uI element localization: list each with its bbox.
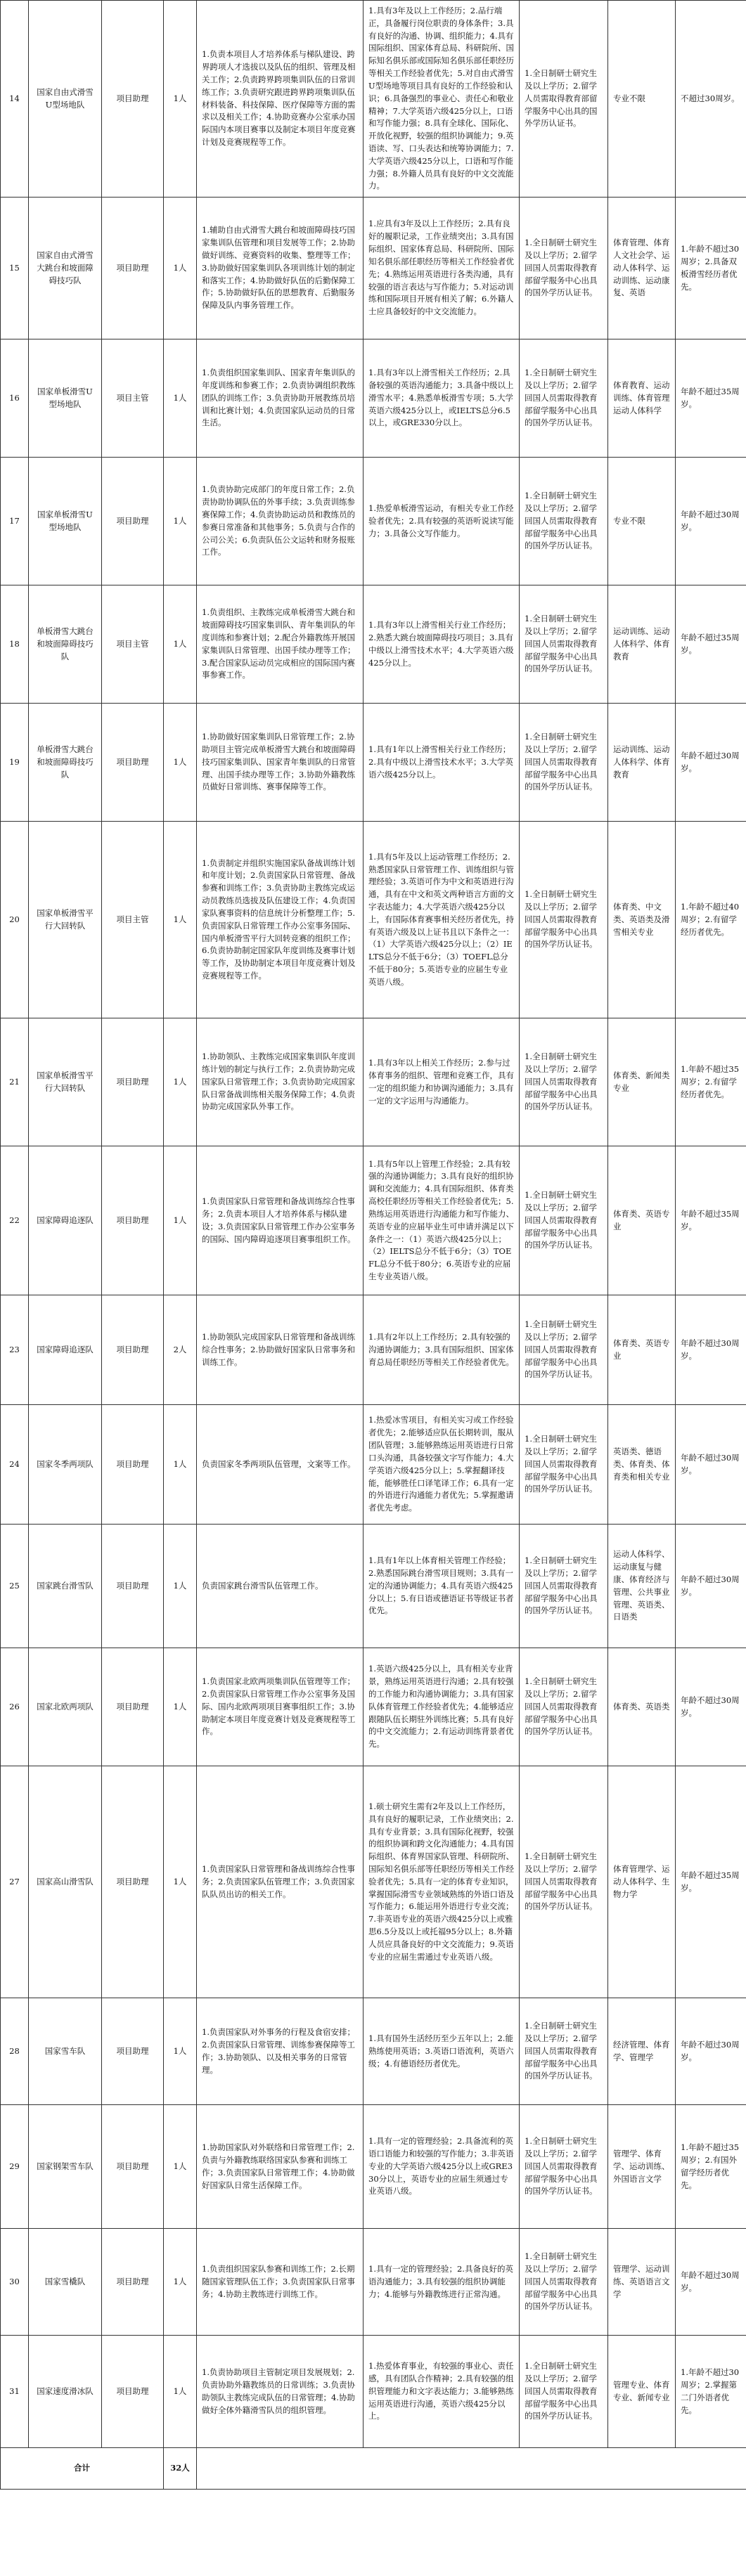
- major-requirement: 体育管理学、运动人体科学、生物力学: [608, 1766, 676, 1998]
- row-number: 21: [1, 1018, 29, 1146]
- job-requirements: 1.硕士研究生需有2年及以上工作经历，具有良好的履职记录，工作业绩突出；2.具有专业背景；3.具有国际化视野，较强的组织协调和跨文化沟通能力；4.具有国际组织、体育界国家队管理、科研院所、国际知名俱乐部等任职经历等相关工作经验者优先；5.具有一定的体育专业知识，掌握国际滑雪专业领域熟练的外语口语及写作能力；6.能运用外语进行专业交流；7.非英语专业的英语六级425分以上或雅思6.5分及以上或托福95分以上；8.外籍人员应具备良好的中文交流能力；9.英语专业的应届生需通过专业英语八级。: [364, 1766, 520, 1998]
- education-requirement: 1.全日制研士研究生及以上学历；2.留学回国人员需取得教育部留学服务中心出具的国外学历认证书。: [520, 2229, 608, 2336]
- team-name: 国家单板滑雪平行大回转队: [29, 1018, 102, 1146]
- job-duties: 1.负责组织、主教练完成单板滑雪大跳台和坡面障碍技巧国家集训队、青年集训队的年度训练和参赛计划；2.配合外籍教练开展国家集训队日常管理、出国手续办理等工作；3.配合国家队运动员完成相应的国际国内赛事参赛工作。: [197, 585, 364, 704]
- major-requirement: 专业不限: [608, 458, 676, 585]
- headcount: 1人: [164, 2105, 197, 2229]
- table-row: [1, 2336, 746, 2448]
- total-row: [1, 2448, 746, 2490]
- job-requirements: 1.具有3年以上滑雪相关行业工作经历；2.熟悉大跳台坡面障碍技巧项目；3.具有中级以上滑雪技术水平；4.大学英语六级425分以上。: [364, 585, 520, 704]
- position-title: 项目主管: [102, 339, 164, 458]
- headcount: 1人: [164, 1648, 197, 1766]
- row-number: 24: [1, 1405, 29, 1525]
- position-title: 项目助理: [102, 1648, 164, 1766]
- job-duties: 1.负责本项目人才培养体系与梯队建设、跨界跨项人才选拔以及队伍的组织、管理及相关工作；2.负责跨界跨项集训队伍的日常训练工作；3.负责研究跟进跨界跨项集训队伍材料装备、科技保障、医疗保障等方面的需求以及相关工作；4.协助竞赛办公室承办国际国内本项目赛事以及制定本项目年度竞赛计划及竞赛规程等工作。: [197, 1, 364, 198]
- table-row: [1, 704, 746, 822]
- education-requirement: 1.全日制研士研究生及以上学历；2.留学回国人员需取得教育部留学服务中心出具的国外学历认证书。: [520, 1998, 608, 2105]
- headcount: 1人: [164, 1146, 197, 1295]
- job-requirements: 1.具有一定的管理经验；2.具备良好的英语沟通能力；3.具有较强的组织协调能力；4.能够与外籍教练进行正常沟通。: [364, 2229, 520, 2336]
- team-name: 国家钢架雪车队: [29, 2105, 102, 2229]
- education-requirement: 1.全日制研士研究生及以上学历；2.留学回国人员需取得教育部留学服务中心出具的国外学历认证书。: [520, 339, 608, 458]
- headcount: 1人: [164, 1, 197, 198]
- other-requirement: 年龄不超过30周岁。: [676, 1998, 746, 2105]
- table-row: [1, 1, 746, 198]
- major-requirement: 体育类、英语专业: [608, 1295, 676, 1405]
- team-name: 国家自由式滑雪U型场地队: [29, 1, 102, 198]
- education-requirement: 1.全日制研士研究生及以上学历；2.留学回国人员需取得教育部留学服务中心出具的国外学历认证书。: [520, 585, 608, 704]
- major-requirement: 体育类、新闻类专业: [608, 1018, 676, 1146]
- job-duties: 1.负责组织国家集训队、国家青年集训队的年度训练和参赛工作；2.负责协调组织教练团队的训练工作；3.负责协助开展教练员培训和比赛计划；4.负责国家队运动员的日常生活。: [197, 339, 364, 458]
- major-requirement: 管理专业、体育专业、新闻专业: [608, 2336, 676, 2448]
- team-name: 国家冬季两项队: [29, 1405, 102, 1525]
- row-number: 19: [1, 704, 29, 822]
- table-row: [1, 458, 746, 585]
- headcount: 1人: [164, 1998, 197, 2105]
- table-row: [1, 585, 746, 704]
- headcount: 1人: [164, 704, 197, 822]
- job-requirements: 1.具有5年及以上运动管理工作经历；2.熟悉国家队日常管理工作、训练组织与管理经验；3.英语可作为中文和英语进行沟通，具有在中文和英文两种语言方面的文字表达能力；4.大学英语六级425分以上，有国际体育赛事相关经历者优先，持有英语六级及以上证书且以下条件之一：（1）大学英语六级425分以上；（2）IELTS总分不低于6分；（3）TOEFL总分不低于80分；5.英语专业的应届生专业英语八级。: [364, 822, 520, 1018]
- row-number: 26: [1, 1648, 29, 1766]
- row-number: 25: [1, 1525, 29, 1648]
- job-duties: 负责国家冬季两项队伍管理，文案等工作。: [197, 1405, 364, 1525]
- major-requirement: 体育教育、运动训练、体育管理运动人体科学: [608, 339, 676, 458]
- education-requirement: 1.全日制研士研究生及以上学历；2.留学回国人员需取得教育部留学服务中心出具的国外学历认证书。: [520, 458, 608, 585]
- education-requirement: 1.全日制研士研究生及以上学历；2.留学回国人员需取得教育部留学服务中心出具的国外学历认证书。: [520, 2105, 608, 2229]
- job-duties: 1.负责协助项目主管制定项目发展规划；2.负责协助外籍教练员的日常训练；3.负责协助领队主教练完成队伍的日常管理；4.协助做好全体外籍滑雪队员的组织管理。: [197, 2336, 364, 2448]
- position-title: 项目主管: [102, 822, 164, 1018]
- other-requirement: 年龄不超过35周岁。: [676, 1766, 746, 1998]
- position-title: 项目助理: [102, 1018, 164, 1146]
- headcount: 1人: [164, 339, 197, 458]
- major-requirement: 体育类、英语类: [608, 1648, 676, 1766]
- other-requirement: 年龄不超过30周岁。: [676, 2229, 746, 2336]
- team-name: 单板滑雪大跳台和坡面障碍技巧队: [29, 704, 102, 822]
- other-requirement: 年龄不超过35周岁。: [676, 339, 746, 458]
- major-requirement: 体育类、英语专业: [608, 1146, 676, 1295]
- job-requirements: 1.具有国外生活经历至少五年以上；2.能熟练使用英语；3.英语口语流利，英语六级；4.有德语经历者优先。: [364, 1998, 520, 2105]
- row-number: 27: [1, 1766, 29, 1998]
- other-requirement: 年龄不超过30周岁。: [676, 1405, 746, 1525]
- table-row: [1, 1648, 746, 1766]
- job-requirements: 1.具有5年以上管理工作经验；2.具有较强的沟通协调能力；3.具有良好的组织协调和交流能力；4.具有国际组织、体育类高校任职经历等相关工作经验者优先；5.熟练运用英语进行沟通能力和写作能力、英语专业的应届毕业生可申请并满足以下条件之一：（1）英语六级425分以上；（2）IELTS总分不低于6分；（3）TOEFL总分不低于80分；6.英语专业的应届生专业英语八级。: [364, 1146, 520, 1295]
- row-number: 20: [1, 822, 29, 1018]
- row-number: 15: [1, 198, 29, 339]
- position-title: 项目助理: [102, 1146, 164, 1295]
- headcount: 1人: [164, 1525, 197, 1648]
- other-requirement: 1.年龄不超过30周岁；2.掌握第二门外语者优先。: [676, 2336, 746, 2448]
- job-requirements: 1.具有3年及以上工作经历；2.品行端正，具备履行岗位职责的身体条件；3.具有良好的沟通、协调、组织能力；4.具有国际组织、国家体育总局、科研院所、国际知名俱乐部或国际知名俱乐部任职经历等相关工作经验者优先；5.对自由式滑雪U型场地等项目具有良好的工作经验和认识；6.具备强烈的事业心、责任心和敬业精神；7.大学英语六级425分以上，口语和写作能力强；8.具有全球化、国际化、开放化视野，较强的组织协调能力；9.英语读、写、口头表达和统筹协调能力；7.大学英语六级425分以上，口语和写作能力强；8.外籍人员具有良好的中文交流能力。: [364, 1, 520, 198]
- position-title: 项目主管: [102, 585, 164, 704]
- education-requirement: 1.全日制研士研究生及以上学历；2.留学回国人员需取得教育部留学服务中心出具的国外学历认证书。: [520, 1525, 608, 1648]
- team-name: 国家障碍追逐队: [29, 1146, 102, 1295]
- headcount: 1人: [164, 198, 197, 339]
- education-requirement: 1.全日制研士研究生及以上学历；2.留学回国人员需取得教育部留学服务中心出具的国外学历认证书。: [520, 822, 608, 1018]
- major-requirement: 管理学、体育学、运动训练、外国语言文学: [608, 2105, 676, 2229]
- job-duties: 1.协助做好国家集训队日常管理工作；2.协助项目主管完成单板滑雪大跳台和坡面障碍技巧国家集训队、国家青年集训队的日常管理、出国手续办理等工作；3.协助外籍教练员做好日常训练、赛事保障等工作。: [197, 704, 364, 822]
- job-requirements: 1.应具有3年及以上工作经历；2.具有良好的履职记录，工作业绩突出；3.具有国际组织、国家体育总局、科研院所、国际知名俱乐部任职经历等相关工作经验者优先；4.熟练运用英语进行各类沟通，具有较强的语言表达与写作能力；5.对运动训练和国际项目开展有相关了解；6.外籍人士应具备较好的中文交流能力。: [364, 198, 520, 339]
- row-number: 31: [1, 2336, 29, 2448]
- table-row: [1, 198, 746, 339]
- job-requirements: 1.热爱单板滑雪运动，有相关专业工作经验者优先；2.具有较强的英语听说读写能力；3.具备公文写作能力。: [364, 458, 520, 585]
- headcount: 2人: [164, 1295, 197, 1405]
- position-title: 项目助理: [102, 704, 164, 822]
- row-number: 22: [1, 1146, 29, 1295]
- headcount: 1人: [164, 1766, 197, 1998]
- total-count: 32人: [164, 2448, 197, 2490]
- job-duties: 1.协助国家队对外联络和日常管理工作；2.负责与外籍教练联络国家队参赛和训练工作；3.负责国家队日常管理工作；4.协助做好国家队日常生活保障工作。: [197, 2105, 364, 2229]
- headcount: 1人: [164, 1018, 197, 1146]
- education-requirement: 1.全日制研士研究生及以上学历；2.留学回国人员需取得教育部留学服务中心出具的国外学历认证书。: [520, 1766, 608, 1998]
- row-number: 16: [1, 339, 29, 458]
- job-requirements: 1.具有3年以上滑雪相关工作经历；2.具备较强的英语沟通能力；3.具备中级以上滑雪水平；4.熟悉单板滑雪专项；5.大学英语六级425分以上，或IELTS总分6.5以上，或GRE330分以上。: [364, 339, 520, 458]
- position-title: 项目助理: [102, 458, 164, 585]
- job-duties: 1.协助领队完成国家队日常管理和备战训练综合性事务；2.协助做好国家队日常事务和训练工作。: [197, 1295, 364, 1405]
- table-row: [1, 1146, 746, 1295]
- position-title: 项目助理: [102, 198, 164, 339]
- team-name: 国家单板滑雪U型场地队: [29, 458, 102, 585]
- headcount: 1人: [164, 1405, 197, 1525]
- job-requirements: 1.热爱冰雪项目，有相关实习或工作经验者优先；2.能够适应队伍长期转训，服从团队管理；3.能够熟练运用英语进行日常口头沟通，具备较强文字写作能力；4.大学英语六级425分以上；5.掌握翻译技能，能够胜任口译笔译工作；6.具有一定的外语进行沟通能力者优先；5.掌握邀请者优先考虑。: [364, 1405, 520, 1525]
- job-duties: 1.负责国家队对外事务的行程及食宿安排；2.负责国家队日常管理、训练参赛保障等工作；3.协助领队、以及相关事务的日常管理。: [197, 1998, 364, 2105]
- row-number: 23: [1, 1295, 29, 1405]
- job-requirements: 1.英语六级425分以上，具有相关专业背景，熟练运用英语进行沟通；2.具有较强的工作能力和沟通协调能力；3.具有国家队体育管理工作经验者优先；4.能够适应跟随队伍长期驻外训练比赛；5.具有良好的中文交流能力；2.有运动训练背景者优先。: [364, 1648, 520, 1766]
- major-requirement: 运动训练、运动人体科学、体育教育: [608, 704, 676, 822]
- table-row: [1, 1766, 746, 1998]
- table-row: [1, 1018, 746, 1146]
- total-blank: [197, 2448, 746, 2490]
- job-duties: 1.负责协助完成部门的年度日常工作；2.负责协助协调队伍的外事手续；3.负责训练参赛保障工作；4.负责协助运动员和教练员的参赛日常准备和其他事务；5.负责与合作的公司公关；6.负责队伍公文运转和财务报账工作。: [197, 458, 364, 585]
- team-name: 单板滑雪大跳台和坡面障碍技巧队: [29, 585, 102, 704]
- team-name: 国家单板滑雪U型场地队: [29, 339, 102, 458]
- position-title: 项目助理: [102, 1766, 164, 1998]
- row-number: 18: [1, 585, 29, 704]
- education-requirement: 1.全日制研士研究生及以上学历；2.留学回国人员需取得教育部留学服务中心出具的国外学历认证书。: [520, 1295, 608, 1405]
- job-requirements: 1.具有2年以上工作经历；2.具有较强的沟通协调能力；3.具有国际组织、国家体育总局任职经历等相关工作经验者优先。: [364, 1295, 520, 1405]
- education-requirement: 1.全日制研士研究生及以上学历；2.留学回国人员需取得教育部留学服务中心出具的国外学历认证书。: [520, 198, 608, 339]
- team-name: 国家跳台滑雪队: [29, 1525, 102, 1648]
- education-requirement: 1.全日制研士研究生及以上学历；2.留学回国人员需取得教育部留学服务中心出具的国外学历认证书。: [520, 1146, 608, 1295]
- table-row: [1, 1295, 746, 1405]
- team-name: 国家雪车队: [29, 1998, 102, 2105]
- position-title: 项目助理: [102, 2336, 164, 2448]
- other-requirement: 1.年龄不超过30周岁；2.具备双板滑雪经历者优先。: [676, 198, 746, 339]
- table-row: [1, 2229, 746, 2336]
- other-requirement: 1.年龄不超过35周岁；2.有留学经历者优先。: [676, 1018, 746, 1146]
- education-requirement: 1.全日制研士研究生及以上学历；2.留学回国人员需取得教育部留学服务中心出具的国外学历认证书。: [520, 1018, 608, 1146]
- other-requirement: 年龄不超过30周岁。: [676, 1648, 746, 1766]
- job-requirements: 1.具有3年以上相关工作经历；2.参与过体育事务的组织、管理和竞赛工作，具有一定的组织能力和协调沟通能力；3.具有一定的文字运用与沟通能力。: [364, 1018, 520, 1146]
- total-label: 合计: [1, 2448, 164, 2490]
- team-name: 国家速度滑冰队: [29, 2336, 102, 2448]
- row-number: 28: [1, 1998, 29, 2105]
- position-title: 项目助理: [102, 2229, 164, 2336]
- position-title: 项目助理: [102, 1525, 164, 1648]
- job-requirements: 1.热爱体育事业，有较强的事业心、责任感，具有团队合作精神；2.具有较强的组织管理能力和文字表达能力；3.能够熟练运用英语进行沟通，英语六级425分以上。: [364, 2336, 520, 2448]
- job-requirements: 1.具有1年以上滑雪相关行业工作经历；2.具有中级以上滑雪技术水平；3.大学英语六级425分以上。: [364, 704, 520, 822]
- job-duties: 1.协助领队、主教练完成国家集训队年度训练计划的制定与执行工作；2.负责协助完成国家队日常管理工作；3.负责协助完成国家队日常备战训练相关服务保障工作；4.负责协助完成国家队外事工作。: [197, 1018, 364, 1146]
- job-duties: 负责国家跳台滑雪队伍管理工作。: [197, 1525, 364, 1648]
- table-row: [1, 2105, 746, 2229]
- major-requirement: 英语类、德语类、体育类、体育类和相关专业: [608, 1405, 676, 1525]
- education-requirement: 1.全日制研士研究生及以上学历；2.留学回国人员需取得教育部留学服务中心出具的国外学历认证书。: [520, 2336, 608, 2448]
- job-duties: 1.辅助自由式滑雪大跳台和坡面障碍技巧国家集训队伍管理和项目发展等工作；2.协助做好训练、竞赛资料的收集、整理等工作；3.协助做好国家集训队各项训练计划的制定和落实工作；4.协助做好队伍的后勤保障工作；5.协助做好队伍的思想教育、后勤服务保障及队内事务管理工作。: [197, 198, 364, 339]
- job-duties: 1.负责国家队日常管理和备战训练综合性事务；2.负责国家队伍管理工作；3.负责国家队队员出访的相关工作。: [197, 1766, 364, 1998]
- row-number: 29: [1, 2105, 29, 2229]
- major-requirement: 体育管理、体育人文社会学、运动人体科学、运动训练、运动康复、英语: [608, 198, 676, 339]
- headcount: 1人: [164, 2229, 197, 2336]
- table-row: [1, 1998, 746, 2105]
- other-requirement: 1.年龄不超过40周岁；2.有留学经历者优先。: [676, 822, 746, 1018]
- education-requirement: 1.全日制研士研究生及以上学历；2.留学回国人员需取得教育部留学服务中心出具的国外学历认证书。: [520, 1405, 608, 1525]
- team-name: 国家雪橇队: [29, 2229, 102, 2336]
- table-row: [1, 822, 746, 1018]
- row-number: 30: [1, 2229, 29, 2336]
- position-title: 项目助理: [102, 1998, 164, 2105]
- major-requirement: 运动训练、运动人体科学、体育教育: [608, 585, 676, 704]
- table-row: [1, 1525, 746, 1648]
- position-title: 项目助理: [102, 1405, 164, 1525]
- team-name: 国家自由式滑雪大跳台和坡面障碍技巧队: [29, 198, 102, 339]
- team-name: 国家北欧两项队: [29, 1648, 102, 1766]
- team-name: 国家单板滑雪平行大回转队: [29, 822, 102, 1018]
- table-row: [1, 1405, 746, 1525]
- job-duties: 1.负责国家北欧两项集训队伍管理等工作；2.负责国家队日常管理工作办公室事务及国际、国内北欧两项项目赛事组织工作；3.协助制定本项目年度竞赛计划及竞赛规程等工作。: [197, 1648, 364, 1766]
- other-requirement: 年龄不超过35周岁。: [676, 585, 746, 704]
- other-requirement: 年龄不超过30周岁。: [676, 1525, 746, 1648]
- other-requirement: 年龄不超过30周岁。: [676, 704, 746, 822]
- team-name: 国家障碍追逐队: [29, 1295, 102, 1405]
- position-title: 项目助理: [102, 2105, 164, 2229]
- headcount: 1人: [164, 458, 197, 585]
- job-requirements: 1.具有一定的管理经验；2.具备流利的英语口语能力和较强的写作能力；3.非英语专业的大学英语六级425分以上或GRE330分以上，英语专业的应届生须通过专业英语八级。: [364, 2105, 520, 2229]
- other-requirement: 年龄不超过30周岁。: [676, 1295, 746, 1405]
- major-requirement: 体育类、中文类、英语类及滑雪相关专业: [608, 822, 676, 1018]
- headcount: 1人: [164, 585, 197, 704]
- major-requirement: 专业不限: [608, 1, 676, 198]
- other-requirement: 1.年龄不超过35周岁；2.有国外留学经历者优先。: [676, 2105, 746, 2229]
- education-requirement: 1.全日制研士研究生及以上学历；2.留学人员需取得教育部留学服务中心出具的国外学历认证书。: [520, 1, 608, 198]
- other-requirement: 年龄不超过35周岁。: [676, 1146, 746, 1295]
- job-duties: 1.负责制定并组织实施国家队备战训练计划和年度计划；2.负责国家队日常管理、备战参赛和训练工作；3.负责协助主教练完成运动员教练员选拔及队伍建设工作；4.负责国家队赛事资料的信息统计分析整理工作；5.负责国家队日常管理工作办公室事务国际、国内单板滑雪平行大回转竞赛的组织工作；6.负责协助制定国家队年度训练及赛事计划等工作，及协助制定本项目年度竞赛计划及竞赛规程等工作。: [197, 822, 364, 1018]
- other-requirement: 年龄不超过30周岁。: [676, 458, 746, 585]
- job-duties: 1.负责国家队日常管理和备战训练综合性事务；2.负责本项目人才培养体系与梯队建设；3.负责国家队日常管理工作办公室事务的国际、国内障碍追逐项目赛事组织工作。: [197, 1146, 364, 1295]
- team-name: 国家高山滑雪队: [29, 1766, 102, 1998]
- row-number: 14: [1, 1, 29, 198]
- other-requirement: 不超过30周岁。: [676, 1, 746, 198]
- job-requirements: 1.具有1年以上体育相关管理工作经验；2.熟悉国际跳台滑雪项目规则；3.具有一定的沟通协调能力；4.具有英语六级425分以上；5.有日语或德语证书等级证书者优先。: [364, 1525, 520, 1648]
- major-requirement: 经济管理、体育学、管理学: [608, 1998, 676, 2105]
- table-row: [1, 339, 746, 458]
- headcount: 1人: [164, 822, 197, 1018]
- position-title: 项目助理: [102, 1, 164, 198]
- headcount: 1人: [164, 2336, 197, 2448]
- job-duties: 1.负责组织国家队参赛和训练工作；2.长期随国家管理队伍工作；3.负责国家队日常事务；4.协助主教练进行训练工作。: [197, 2229, 364, 2336]
- position-title: 项目助理: [102, 1295, 164, 1405]
- row-number: 17: [1, 458, 29, 585]
- education-requirement: 1.全日制研士研究生及以上学历；2.留学回国人员需取得教育部留学服务中心出具的国外学历认证书。: [520, 704, 608, 822]
- education-requirement: 1.全日制研士研究生及以上学历；2.留学回国人员需取得教育部留学服务中心出具的国外学历认证书。: [520, 1648, 608, 1766]
- major-requirement: 运动人体科学、运动康复与健康、体育经济与管理、公共事业管理、英语类、日语类: [608, 1525, 676, 1648]
- major-requirement: 管理学、运动训练、英语语言文学: [608, 2229, 676, 2336]
